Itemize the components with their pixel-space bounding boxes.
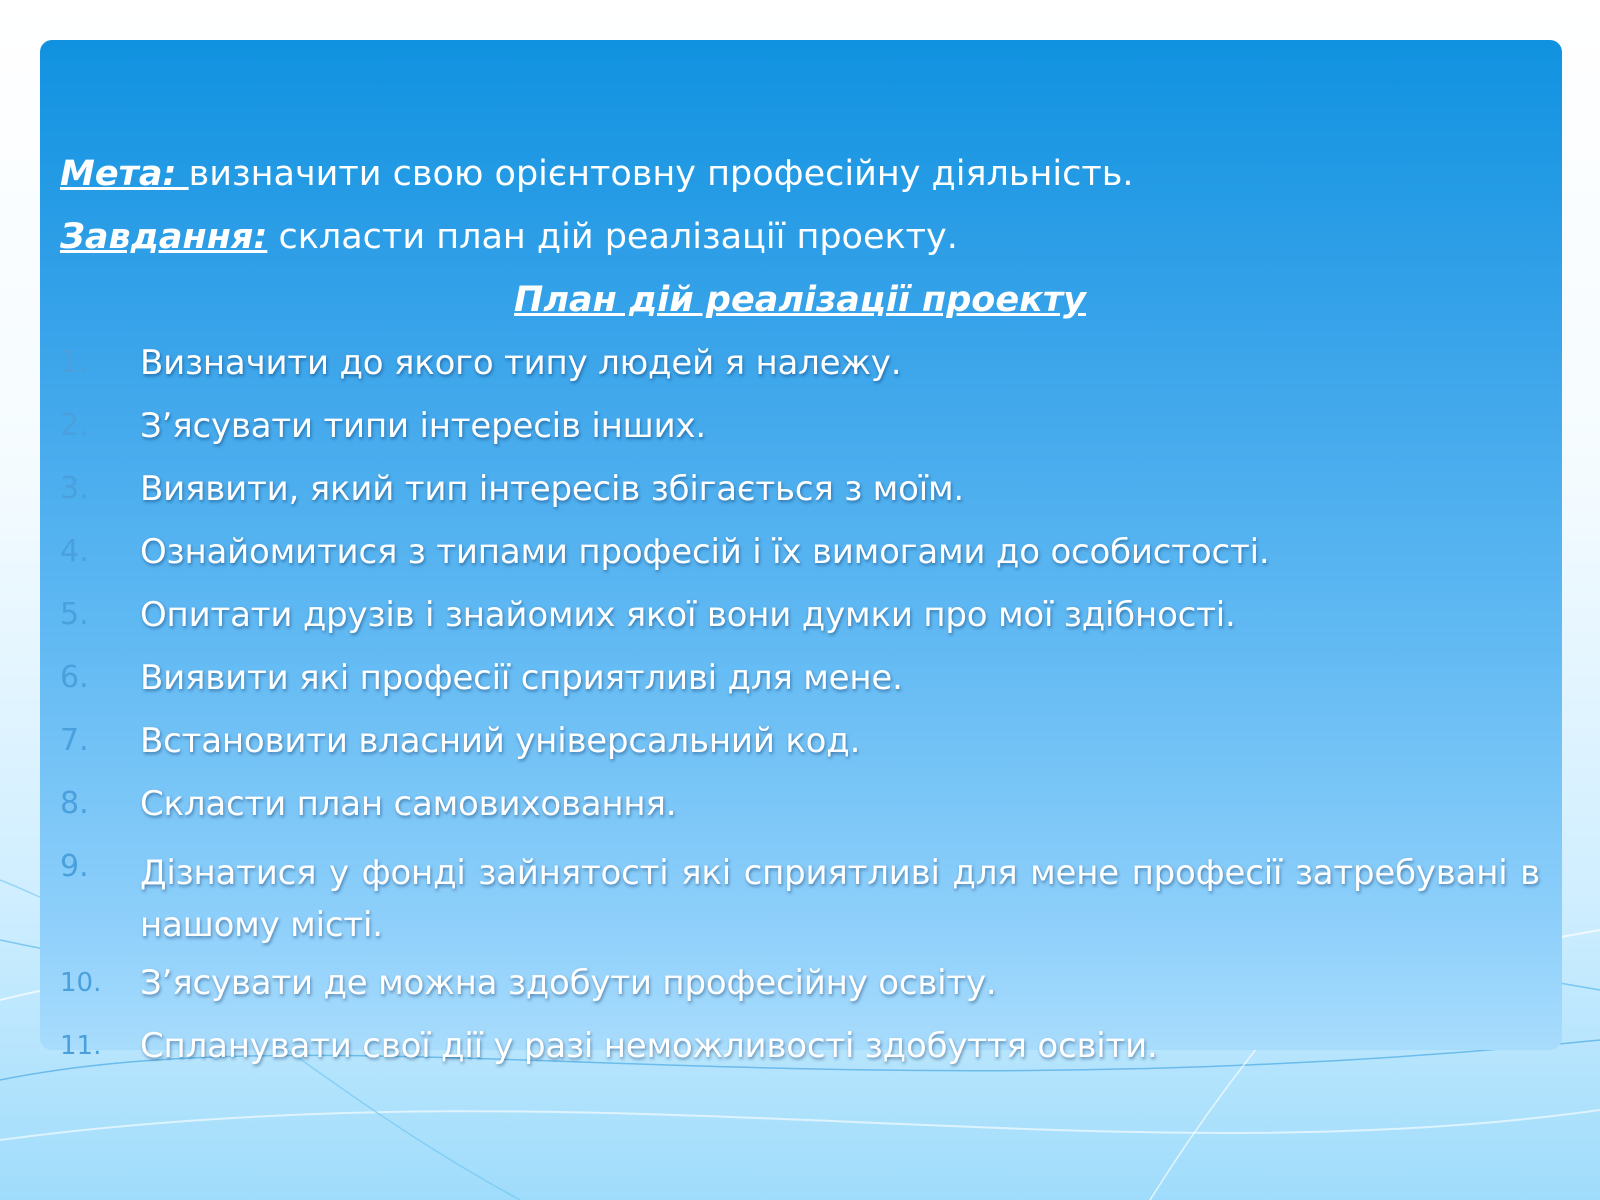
list-item — [60, 469, 1540, 509]
item-number: 9. — [60, 849, 89, 884]
item-text: Визначити до якого типу людей я належу. — [140, 343, 902, 383]
item-number: 8. — [60, 786, 89, 821]
task-label: Завдання: — [60, 217, 268, 257]
item-number: 6. — [60, 660, 89, 695]
item-number: 3. — [60, 471, 89, 506]
item-number: 1. — [60, 345, 89, 380]
item-text: Виявити, який тип інтересів збігається з моїм. — [140, 469, 965, 509]
goal-text: визначити свою орієнтовну професійну діяльність. — [188, 154, 1134, 194]
item-text: З’ясувати типи інтересів інших. — [140, 406, 706, 446]
goal-line — [60, 154, 1540, 194]
item-text: Дізнатися у фонді зайнятості які сприятливі для мене професії затребувані в нашому місті. — [140, 853, 1540, 945]
list-item — [60, 1026, 1540, 1066]
item-text: Встановити власний універсальний код. — [140, 721, 861, 761]
plan-title: План дій реалізації проекту — [514, 280, 1086, 320]
list-item — [60, 343, 1540, 383]
list-item — [60, 784, 1540, 824]
list-item — [60, 658, 1540, 698]
item-text: Спланувати свої дії у разі неможливості здобуття освіти. — [140, 1026, 1158, 1066]
item-number: 10. — [60, 968, 102, 998]
item-number: 5. — [60, 597, 89, 632]
list-item — [60, 406, 1540, 446]
item-number: 11. — [60, 1031, 102, 1061]
item-text: Ознайомитися з типами професій і їх вимогами до особистості. — [140, 532, 1270, 572]
item-text: З’ясувати де можна здобути професійну освіту. — [140, 963, 997, 1003]
list-item — [60, 963, 1540, 1003]
item-text: Скласти план самовиховання. — [140, 784, 677, 824]
task-text: скласти план дій реалізації проекту. — [267, 217, 958, 257]
task-line — [60, 217, 1540, 257]
list-item — [60, 847, 1540, 951]
item-text: Виявити які професії сприятливі для мене. — [140, 658, 903, 698]
list-item — [60, 721, 1540, 761]
item-text: Опитати друзів і знайомих якої вони думки про мої здібності. — [140, 595, 1236, 635]
item-number: 7. — [60, 723, 89, 758]
goal-label: Мета: — [60, 154, 189, 194]
plan-list — [60, 343, 1540, 1066]
item-number: 4. — [60, 534, 89, 569]
item-number: 2. — [60, 408, 89, 443]
list-item — [60, 532, 1540, 572]
list-item — [60, 595, 1540, 635]
slide-content — [60, 154, 1540, 1089]
